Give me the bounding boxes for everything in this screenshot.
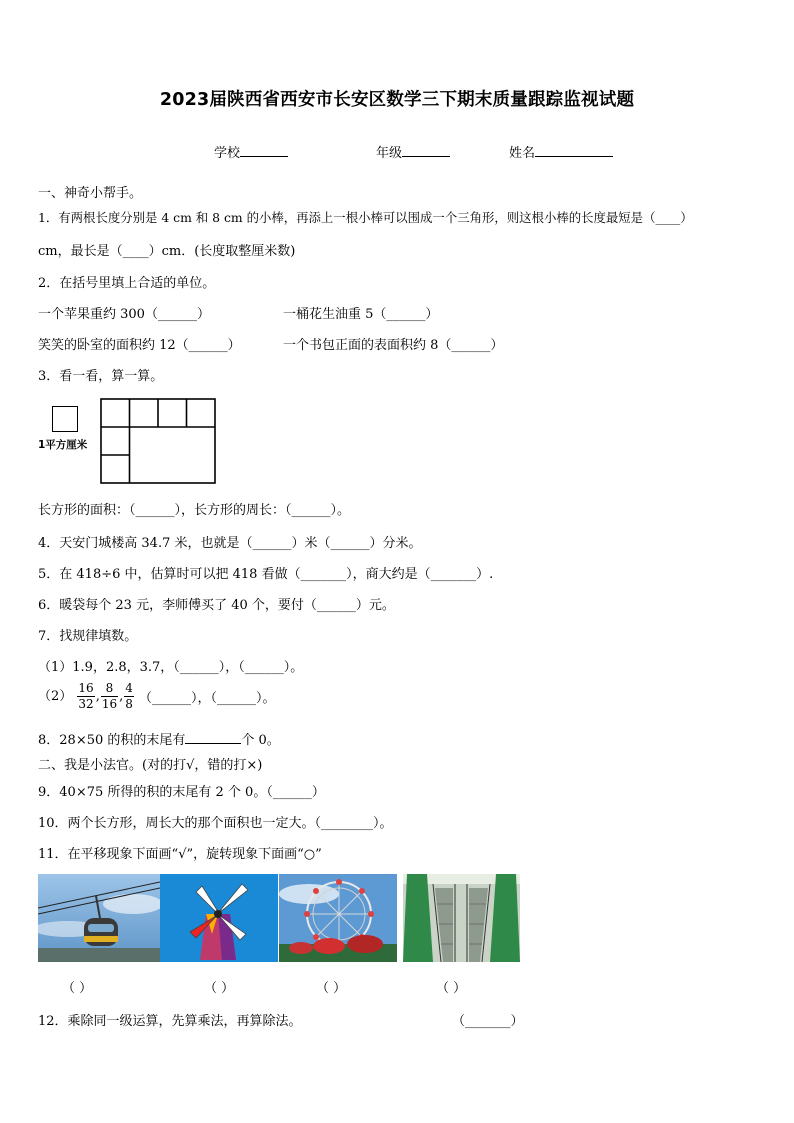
name-label: 姓名 <box>509 146 536 161</box>
q2-item-a: 一个苹果重约 300（______） <box>38 307 210 322</box>
fraction-1: $\frac{16}{32}$ <box>78 681 94 711</box>
section-2-heading: 二、我是小法官。(对的打√，错的打×) <box>38 758 263 773</box>
q8: 8．28×50 的积的末尾有 个 0。 <box>38 733 280 748</box>
q1-line1: 1．有两根长度分别是 4 cm 和 8 cm 的小棒，再添上一根小棒可以围成一个三角形，则这根小棒的长度最短是（____） <box>38 210 693 225</box>
q4: 4．天安门城楼高 34.7 米，也就是（______）米（______）分米。 <box>38 536 422 551</box>
q7-part2: （2） $\frac{16}{32}$ , $\frac{8}{16}$ , $\frac{4}{8}$ （______），（______）。 <box>38 681 276 711</box>
q7-part2-suffix: （______），（______）。 <box>139 691 276 706</box>
q1-line2: cm，最长是（____）cm．(长度取整厘米数) <box>38 244 296 259</box>
q12: 12．乘除同一级运算，先算乘法，再算除法。 <box>38 1014 302 1029</box>
q11-blank-3[interactable]: （ ） <box>316 981 347 996</box>
school-field <box>214 142 288 161</box>
fraction-3: $\frac{4}{8}$ <box>125 681 133 711</box>
school-label: 学校 <box>214 146 241 161</box>
unit-square <box>52 406 78 432</box>
q3-answer: 长方形的面积：（______），长方形的周长：（______）。 <box>38 503 351 518</box>
q2-item-b: 一桶花生油重 5（______） <box>283 307 439 322</box>
grade-blank[interactable] <box>402 144 450 157</box>
grade-label: 年级 <box>376 146 403 161</box>
windmill-image <box>160 874 278 962</box>
section-1-heading: 一、神奇小帮手。 <box>38 186 143 201</box>
q11-blank-1[interactable]: （ ） <box>62 981 93 996</box>
q9: 9．40×75 所得的积的末尾有 2 个 0。（______） <box>38 785 325 800</box>
name-blank[interactable] <box>535 144 613 157</box>
q7-stem: 7．找规律填数。 <box>38 629 138 644</box>
unit-square-label: 1平方厘米 <box>38 439 88 451</box>
q11-blank-4[interactable]: （ ） <box>436 981 467 996</box>
ferris-wheel-image <box>279 874 397 962</box>
q11-stem: 11．在平移现象下面画“√”，旋转现象下面画“○” <box>38 847 322 862</box>
page-title: 2023届陕西省西安市长安区数学三下期末质量跟踪监视试题 <box>159 90 635 110</box>
q5: 5．在 418÷6 中，估算时可以把 418 看做（_______），商大约是（_______）. <box>38 567 494 582</box>
cable-car-image <box>38 874 160 962</box>
q11-blank-2[interactable]: （ ） <box>204 981 235 996</box>
q8-blank[interactable] <box>185 731 241 744</box>
q3-stem: 3．看一看，算一算。 <box>38 369 164 384</box>
rectangle-grid-figure <box>100 398 218 486</box>
name-field <box>509 142 613 161</box>
q7-part2-prefix: （2） <box>38 689 73 704</box>
q10: 10．两个长方形，周长大的那个面积也一定大。（________）。 <box>38 816 393 831</box>
fraction-2: $\frac{8}{16}$ <box>101 681 118 711</box>
q6: 6．暖袋每个 23 元，李师傅买了 40 个，要付（______）元。 <box>38 598 395 613</box>
q2-stem: 2．在括号里填上合适的单位。 <box>38 276 216 291</box>
grade-field <box>376 142 450 161</box>
q2-item-c: 笑笑的卧室的面积约 12（______） <box>38 338 241 353</box>
q7-part1: （1）1.9，2.8，3.7，（______），（______）。 <box>38 660 304 675</box>
q2-item-d: 一个书包正面的表面积约 8（______） <box>283 338 504 353</box>
school-blank[interactable] <box>240 144 288 157</box>
q12-blank[interactable]: （_______） <box>452 1014 524 1029</box>
escalator-image <box>403 874 520 962</box>
